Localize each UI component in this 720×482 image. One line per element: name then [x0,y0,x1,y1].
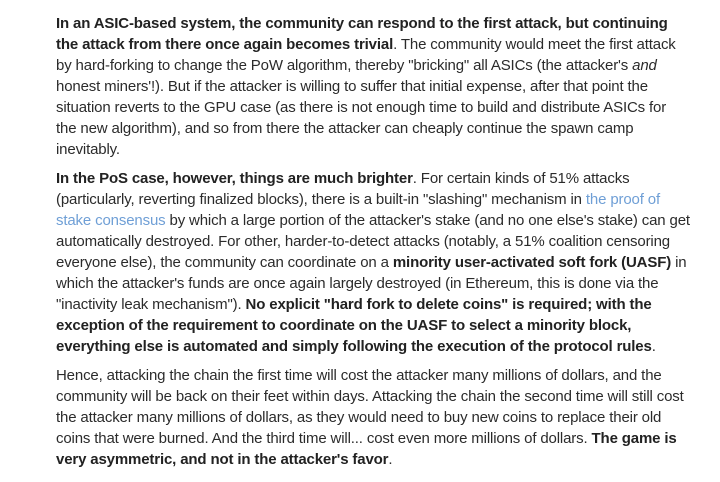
text-run: . [651,338,656,355]
text-run: . The community would meet the first attack by hard-forking to change the PoW algorithm, thereby "bricking" all ASICs (the attacker's [56,36,676,74]
text-run: honest miners'!). But if the attacker is willing to suffer that initial expense, after that point the situation reverts to the GPU case (as there is not enough time to build and distribute ASICs for the new algorithm), and so from there the attacker can cheaply continue the spawn camp inevitably. [56,78,667,158]
text-run: . [388,451,393,468]
proof-of-stake-consensus-link[interactable]: the proof of stake consensus [56,191,660,229]
paragraph-pos-case [56,168,690,357]
italic-text-run: and [632,57,657,74]
bold-text-run: In an ASIC-based system, the community can respond to the first attack, but continuing the attack from there once again becomes trivial [56,15,668,53]
text-run: Hence, attacking the chain the first time will cost the attacker many millions of dollars, and the community will be back on their feet within days. Attacking the chain the second time will still cost the attacker many millions of dollars, as they would need to buy new coins to replace their old coins that were burned. And the third time will... cost even more millions of dollars. [56,367,684,447]
text-run: . For certain kinds of 51% attacks (particularly, reverting finalized blocks), there is a built-in "slashing" mechanism in [56,170,630,208]
bold-text-run: The game is very asymmetric, and not in the attacker's favor [56,430,677,468]
bold-text-run: minority user-activated soft fork (UASF) [392,254,672,271]
text-run: by which a large portion of the attacker's stake (and no one else's stake) can get automatically destroyed. For other, harder-to-detect attacks (notably, a 51% coalition censoring everyone else), the community can coordinate on a [56,212,690,271]
text-run: in which the attacker's funds are once again largely destroyed (in Ethereum, this is done via the "inactivity leak mechanism"). [56,254,687,313]
paragraph-hence-attacking [56,365,690,470]
bold-text-run: No explicit "hard fork to delete coins" is required; with the exception of the requirement to coordinate on the UASF to select a minority block, everything else is automated and simply following the execution of the protocol rules [56,296,652,355]
article-body [56,13,690,470]
paragraph-asic-based-system [56,13,690,160]
bold-text-run: In the PoS case, however, things are much brighter [56,170,413,187]
